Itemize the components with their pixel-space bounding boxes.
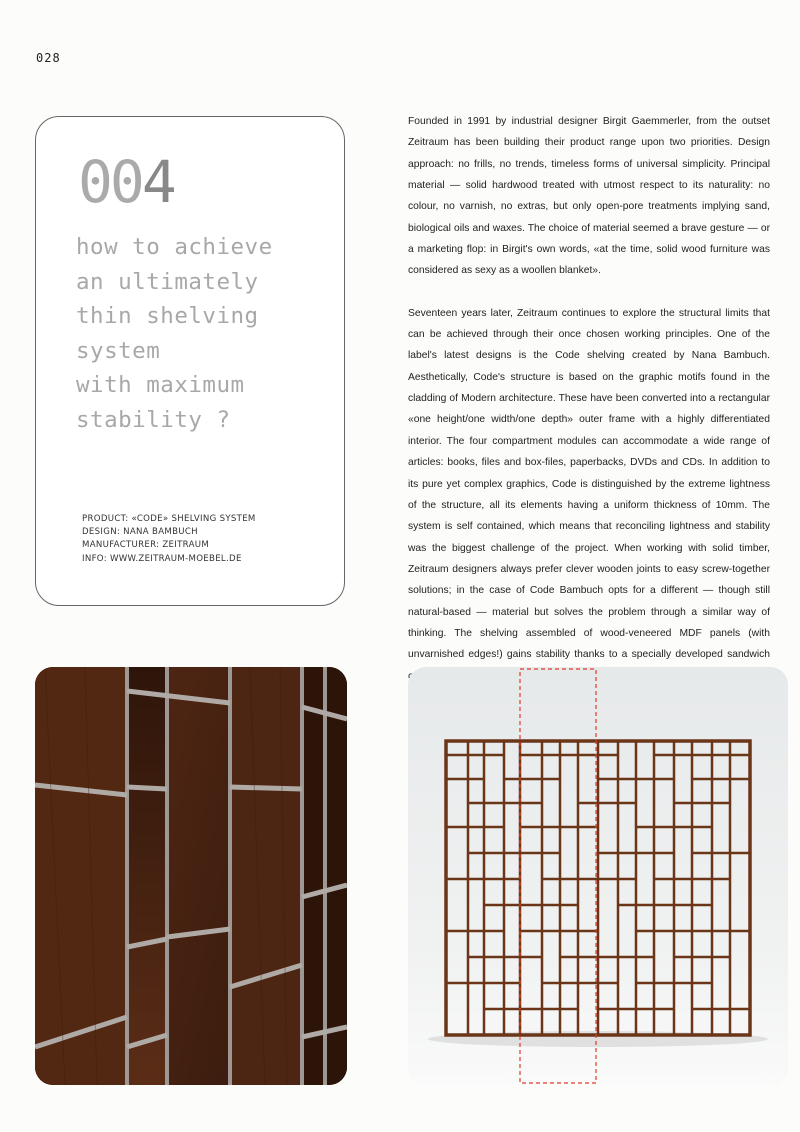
headline xyxy=(76,230,338,438)
credit-design: DESIGN: NANA BAMBUCH xyxy=(82,527,198,538)
article-paragraph: Founded in 1991 by industrial designer Birgit Gaemmerler, from the outset Zeitraum has been building their product range upon two priorities. Design approach: no frills, no trends, timeless forms of universal simplicity. Principal material — solid hardwood treated with utmost respect to its naturality: no colour, no varnish, no extras, but only open-pore treatments implying sand, biological oils and waxes. The choice of material seemed a brave gesture — or a marketing flop: in Birgit's own words, «at the time, solid wood furniture was considered as sexy as a woollen blanket». xyxy=(408,116,770,277)
issue-number-highlight: 4 xyxy=(141,148,174,216)
article-paragraph: Seventeen years later, Zeitraum continues to explore the structural limits that can be achieved through their once chosen working principles. One of the label's latest designs is the Code shelving created by Nana Bambuch. Aesthetically, Code's structure is based on the graphic motifs found in the cladding of Modern architecture. These have been converted into a rectangular «one height/one width/one depth» outer frame with a highly differentiated interior. The four compartment modules can accommodate a wide range of articles: books, files and box-files, paperbacks, DVDs and CDs. In addition to its pure yet complex graphics, Code is distinguished by the extreme lightness of the structure, all its elements having a uniform thickness of 10mm. The system is self contained, which means that reconciling lightness and stability was the biggest challenge of the project. When working with solid timber, Zeitraum designers always prefer clever wooden joints to easy screw-together solutions; in the case of Code Bambuch opts for a different — though still natural-based — material but solves the problem through a similar way of thinking. The shelving assembled of wood-veneered MDF panels (with unvarnished edges!) gains stability thanks to a specially developed sandwich xyxy=(408,307,770,661)
page-number: 028 xyxy=(36,51,61,65)
credit-manufacturer: MANUFACTURER: ZEITRAUM xyxy=(82,540,210,551)
intro-card xyxy=(35,116,345,606)
credit-info: INFO: WWW.ZEITRAUM-MOEBEL.DE xyxy=(82,553,242,564)
headline-line: system xyxy=(76,337,161,364)
product-credits xyxy=(82,513,256,566)
headline-line: stability ? xyxy=(76,406,231,433)
headline-line: an ultimately xyxy=(76,268,259,295)
headline-line: with maximum xyxy=(76,372,245,399)
shelf-closeup-photo xyxy=(35,667,347,1085)
shelf-closeup-illustration xyxy=(35,667,347,1085)
headline-line: thin shelving xyxy=(76,303,259,330)
shelf-full-photo xyxy=(408,667,788,1085)
shelf-full-illustration xyxy=(408,667,788,1085)
issue-number xyxy=(78,148,174,216)
headline-line: how to achieve xyxy=(76,234,273,260)
credit-product: PRODUCT: «CODE» SHELVING SYSTEM xyxy=(82,514,256,524)
issue-number-dim: 00 xyxy=(78,148,142,216)
article-body xyxy=(408,111,770,687)
